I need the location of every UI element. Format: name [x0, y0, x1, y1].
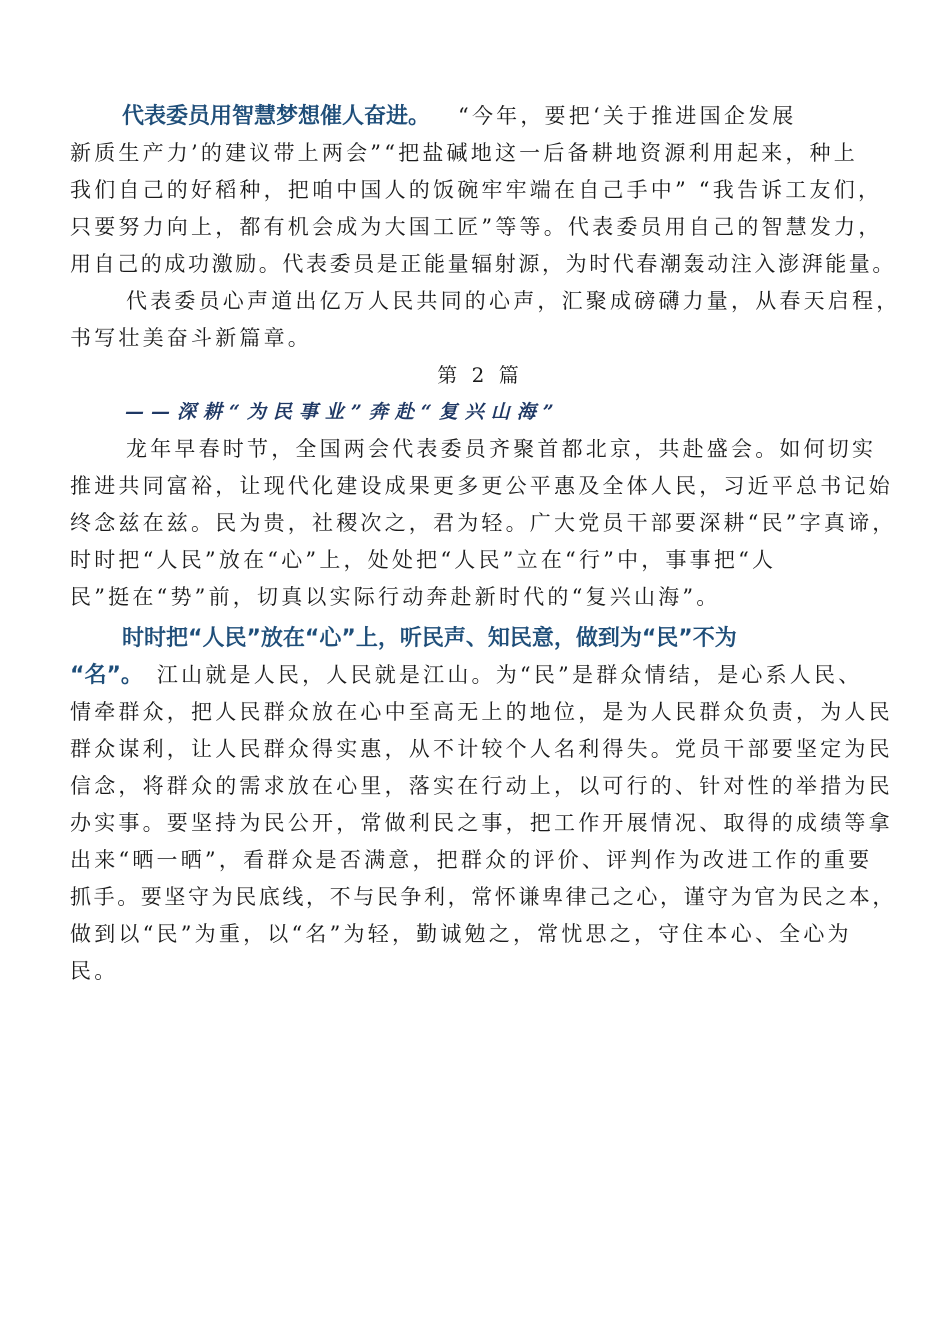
paragraph-line: 民。 — [70, 959, 119, 983]
section1-heading: 代表委员用智慧梦想催人奋进。 — [122, 104, 431, 129]
paragraph-line: 用自己的成功激励。代表委员是正能量辐射源，为时代春潮轰动注入澎湃能量。 — [70, 252, 896, 276]
paragraph-line: 出来“晒一晒”，看群众是否满意，把群众的评价、评判作为改进工作的重要 — [70, 848, 873, 872]
paragraph-line: 群众谋利，让人民群众得实惠，从不计较个人名利得失。党员干部要坚定为民 — [70, 737, 893, 761]
section2-heading-end: “名”。 — [70, 663, 143, 688]
paragraph-line: 我们自己的好稻种，把咱中国人的饭碗牢牢端在自己手中” “我告诉工友们， — [70, 178, 883, 202]
paragraph-line: 推进共同富裕，让现代化建设成果更多更公平惠及全体人民，习近平总书记始 — [70, 474, 893, 498]
paragraph-line: 做到以“民”为重，以“名”为轻，勤诚勉之，常忧思之，守住本心、全心为 — [70, 922, 852, 946]
paragraph-line — [70, 657, 890, 694]
section2-heading: 时时把“人民”放在“心”上，听民声、知民意，做到为“民”不为 — [122, 626, 737, 651]
section-subtitle: ——深耕“为民事业”奔赴“复兴山海” — [125, 401, 561, 423]
section-title: 第 2 篇 — [437, 363, 523, 387]
document-page — [70, 95, 901, 990]
paragraph-1-line-1 — [70, 98, 890, 135]
paragraph-line: 只要努力向上，都有机会成为大国工匠”等等。代表委员用自己的智慧发力， — [70, 215, 883, 239]
paragraph-line: 时时把“人民”放在“心”上，处处把“人民”立在“行”中，事事把“人 — [70, 548, 777, 572]
paragraph-line: 书写壮美奋斗新篇章。 — [70, 326, 312, 350]
paragraph-line: 办实事。要坚持为民公开，常做利民之事，把工作开展情况、取得的成绩等拿 — [70, 811, 893, 835]
paragraph-line: 抓手。要坚守为民底线，不与民争利，常怀谦卑律己之心，谨守为官为民之本， — [70, 885, 896, 909]
paragraph-line: 信念，将群众的需求放在心里，落实在行动上，以可行的、针对性的举措为民 — [70, 774, 893, 798]
paragraph-line: 代表委员心声道出亿万人民共同的心声，汇聚成磅礴力量，从春天启程， — [126, 289, 901, 313]
paragraph-line: 龙年早春时节，全国两会代表委员齐聚首都北京，共赴盛会。如何切实 — [126, 437, 877, 461]
paragraph-text: 江山就是人民，人民就是江山。为“民”是群众情结，是心系人民、 — [156, 663, 863, 687]
paragraph-text: “今年，要把‘关于推进国企发展 — [458, 104, 797, 128]
paragraph-line: 终念兹在兹。民为贵，社稷次之，君为轻。广大党员干部要深耕“民”字真谛， — [70, 511, 897, 535]
paragraph-line: 情牵群众，把人民群众放在心中至高无上的地位，是为人民群众负责，为人民 — [70, 700, 893, 724]
paragraph-line: 新质生产力’的建议带上两会”“把盐碱地这一后备耕地资源利用起来，种上 — [70, 141, 858, 165]
paragraph-line: 民”挺在“势”前，切真以实际行动奔赴新时代的“复兴山海”。 — [70, 585, 721, 609]
